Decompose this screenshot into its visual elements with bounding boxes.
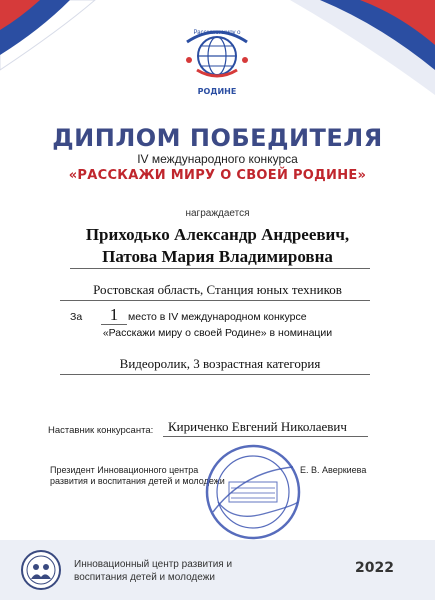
place-prefix: За [70, 311, 83, 323]
winners-underline [70, 268, 370, 269]
place-line-2: «Расскажи миру о своей Родине» в номинации [102, 327, 333, 339]
footer-organization [74, 558, 232, 584]
place-suffix: место в IV международном конкурсе [128, 311, 307, 323]
nomination-underline [60, 374, 370, 375]
contest-name: «РАССКАЖИ МИРУ О СВОЕЙ РОДИНЕ» [68, 168, 367, 183]
footer-year: 2022 [355, 560, 394, 576]
nomination-text: Видеоролик, 3 возрастная категория [119, 356, 321, 371]
region-text: Ростовская область, Станция юных техников [93, 282, 342, 297]
president-title: Президент Инновационного центра развития и воспитания детей и молодежи [50, 465, 225, 486]
mentor-underline [163, 436, 368, 437]
place-number: 1 [109, 305, 119, 324]
organization-logo-icon [20, 549, 62, 591]
footer-org-line: воспитания детей и молодежи [74, 572, 215, 583]
diploma-subtitle: IV международного конкурса [137, 152, 298, 166]
winners-names [30, 224, 405, 268]
place-number-underline [101, 324, 127, 325]
signer-name: Е. В. Аверкиева [300, 465, 367, 475]
region-underline [60, 300, 370, 301]
diploma-title: ДИПЛОМ ПОБЕДИТЕЛЯ [52, 124, 383, 152]
awarded-label: награждается [185, 208, 250, 219]
organization-stamp [203, 442, 303, 542]
winner-name: Приходько Александр Андреевич, [85, 225, 350, 244]
mentor-name: Кириченко Евгений Николаевич [168, 419, 347, 434]
contest-logo-icon [167, 20, 267, 102]
winner-name: Патова Мария Владимировна [102, 247, 333, 266]
logo-top-text: Расскажи миру о [193, 30, 241, 36]
mentor-label: Наставник конкурсанта: [48, 425, 154, 436]
footer-org-line: Инновационный центр развития и [74, 559, 233, 570]
logo-bottom-text: РОДИНЕ [197, 87, 237, 96]
